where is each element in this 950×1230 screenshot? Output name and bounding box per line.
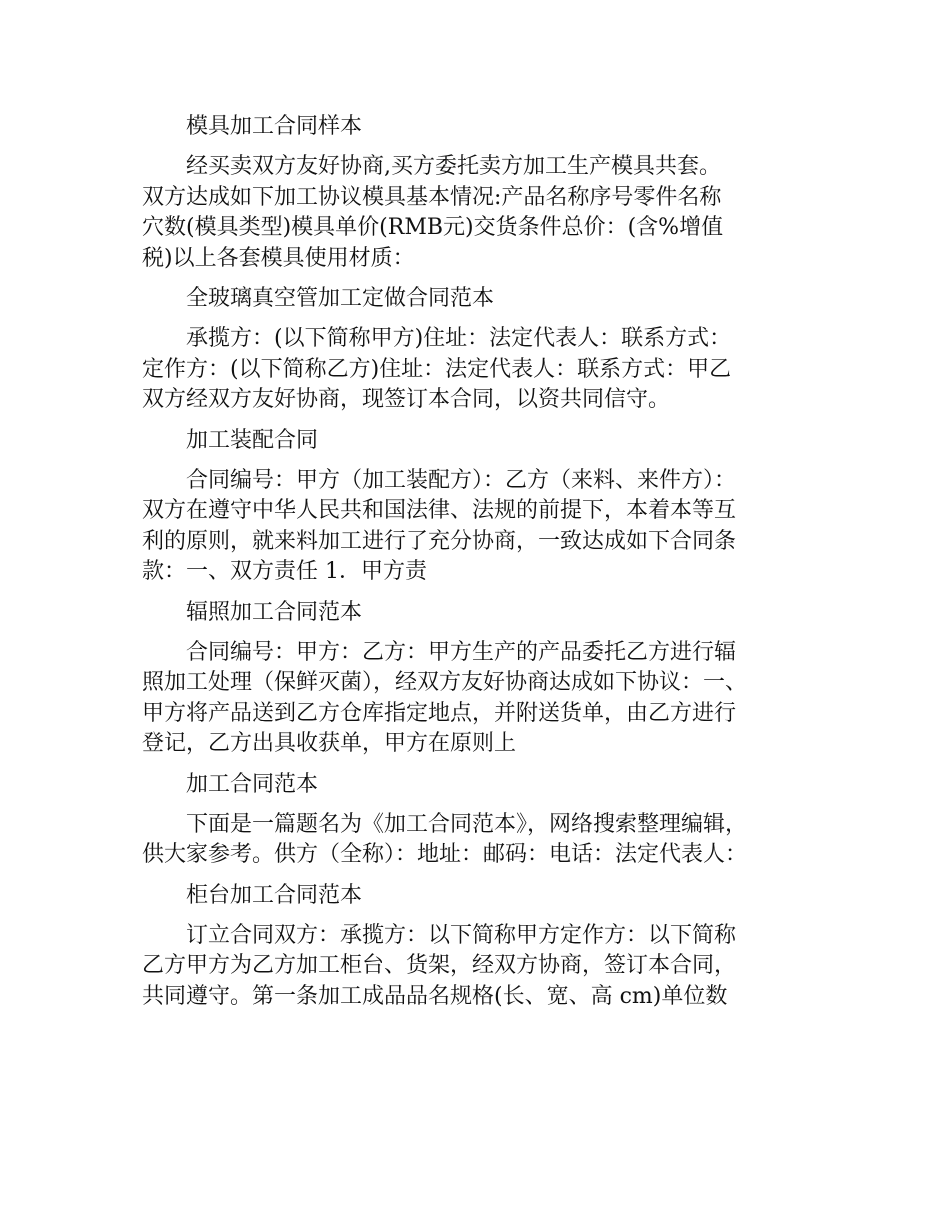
body-line: 合同编号：甲方（加工装配方）：乙方（来料、来件方）： — [186, 467, 737, 493]
body-line: 照加工处理（保鲜灭菌），经双方友好协商达成如下协议：一、 — [142, 670, 748, 695]
body-line: 下面是一篇题名为《加工合同范本》，网络搜索整理编辑， — [186, 811, 748, 837]
body-line: 合同编号：甲方：乙方：甲方生产的产品委托乙方进行辐 — [186, 639, 737, 665]
section-vacuum-tube — [142, 283, 832, 416]
section-body — [142, 324, 832, 416]
section-mold-processing — [142, 111, 832, 274]
body-line: 承揽方：(以下简称甲方)住址：法定代表人：联系方式： — [186, 326, 732, 351]
body-line: 订立合同双方：承揽方：以下简称甲方定作方：以下简称 — [186, 922, 737, 948]
section-heading: 辐照加工合同范本 — [186, 599, 363, 625]
body-line: 登记，乙方出具收获单，甲方在原则上 — [142, 731, 517, 756]
body-line: 定作方：(以下简称乙方)住址：法定代表人：联系方式：甲乙 — [142, 356, 732, 382]
body-line: 甲方将产品送到乙方仓库指定地点，并附送货单，由乙方进行 — [142, 700, 737, 726]
section-assembly-processing — [142, 425, 832, 588]
body-line: 双方经双方友好协商，现签订本合同，以资共同信守。 — [142, 387, 671, 412]
body-line: 穴数(模具类型)模具单价(RMB元)交货条件总价：(含%增值 — [142, 215, 724, 240]
body-line: 双方在遵守中华人民共和国法律、法规的前提下，本着本等互 — [142, 498, 737, 523]
section-body — [142, 466, 832, 588]
section-heading: 加工装配合同 — [186, 427, 319, 453]
section-body — [142, 921, 832, 1013]
section-heading: 加工合同范本 — [186, 771, 319, 797]
body-line: 双方达成如下加工协议模具基本情况:产品名称序号零件名称 — [142, 184, 722, 210]
body-line: 税)以上各套模具使用材质： — [142, 245, 415, 271]
section-irradiation-processing — [142, 597, 832, 760]
body-line: 共同遵守。第一条加工成品品名规格(长、宽、高 cm)单位数 — [142, 983, 728, 1009]
section-body — [142, 638, 832, 760]
section-heading: 模具加工合同样本 — [186, 114, 363, 139]
section-counter-processing — [142, 880, 832, 1013]
body-line: 利的原则，就来料加工进行了充分协商，一致达成如下合同条 — [142, 528, 737, 554]
section-body — [142, 810, 832, 871]
section-body — [142, 152, 832, 274]
body-line: 款：一、双方责任 1．甲方责 — [142, 559, 427, 584]
section-processing-contract — [142, 769, 832, 871]
body-line: 乙方甲方为乙方加工柜台、货架，经双方协商，签订本合同， — [142, 953, 737, 978]
body-line: 供大家参考。供方（全称）：地址：邮码：电话：法定代表人： — [142, 842, 748, 867]
section-heading: 柜台加工合同范本 — [186, 882, 363, 908]
body-line: 经买卖双方友好协商,买方委托卖方加工生产模具共套。 — [186, 154, 721, 179]
document-content — [142, 111, 832, 1021]
section-heading: 全玻璃真空管加工定做合同范本 — [186, 286, 495, 311]
